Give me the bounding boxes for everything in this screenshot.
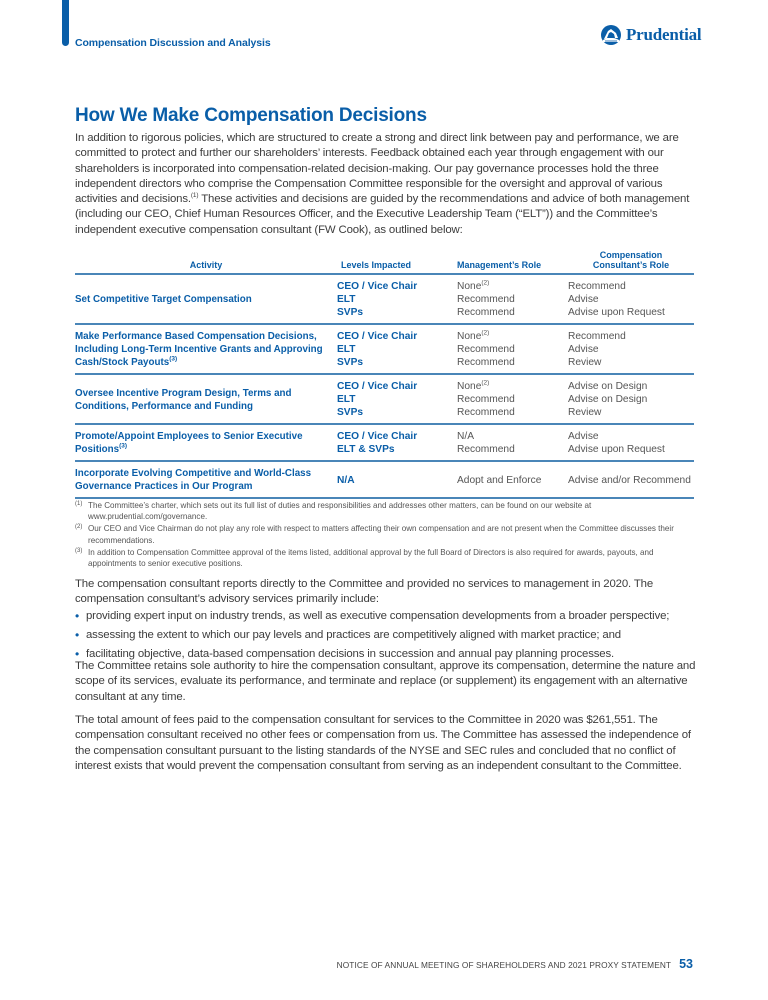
consultant-paragraph: The compensation consultant reports directly to the Committee and provided no services to management in 2020. The compensation consultant’s advisory services primarily include: (75, 578, 654, 606)
footnote-text: Our CEO and Vice Chairman do not play any role with respect to matters affecting their own compensation and are not present when the Committee discusses their recommendations. (88, 524, 674, 545)
section-label: Compensation Discussion and Analysis (75, 37, 271, 49)
management-role-text: Recommend (457, 407, 515, 418)
activity-text: Set Competitive Target Compensation (75, 294, 252, 305)
footnote-mark: (1) (75, 501, 83, 507)
consultant-role-cell (568, 274, 694, 324)
footnote-ref: (2) (481, 329, 490, 337)
management-role-cell (457, 461, 568, 498)
level-item: CEO / Vice Chair (337, 431, 418, 442)
management-role-text: Recommend (457, 394, 515, 405)
fees-paragraph: The total amount of fees paid to the compensation consultant for services to the Committee in 2020 was $261,551. The compensation consultant received no other fees or compensation from us. The Committee has assessed the independence of the compensation consultant pursuant to the listing standards of the NYSE and SEC rules and concluded that no conflict of interest exists that would prevent the compensation consultant from serving as an independent consultant to the Committee. (75, 714, 691, 772)
management-role-item (457, 443, 568, 456)
level-item: CEO / Vice Chair (337, 381, 418, 392)
management-role-cell (457, 324, 568, 374)
services-list (75, 609, 700, 666)
management-role-item (457, 306, 568, 319)
level-item: SVPs (337, 407, 364, 418)
list-item-text: facilitating objective, data-based compensation decisions in succession and annual pay planning processes. (86, 648, 615, 660)
footer-text: NOTICE OF ANNUAL MEETING OF SHAREHOLDERS AND 2021 PROXY STATEMENT (336, 960, 672, 970)
level-item: CEO / Vice Chair (337, 281, 418, 292)
consultant-role-item: Review (568, 407, 602, 418)
table-row (75, 374, 694, 424)
management-role-text: Recommend (457, 444, 515, 455)
management-role-item (457, 356, 568, 369)
consultant-role-item: Review (568, 357, 602, 368)
footnote-ref: (3) (119, 442, 128, 450)
management-role-item (457, 343, 568, 356)
levels-cell (337, 461, 457, 498)
footnote-ref: (1) (190, 192, 199, 200)
levels-cell (337, 424, 457, 461)
prudential-logo (600, 24, 701, 46)
consultant-role-item: Advise (568, 431, 599, 442)
activity-cell (75, 374, 337, 424)
footnotes (75, 500, 700, 570)
list-item-text: providing expert input on industry trends, as well as executive compensation developments from a broader perspective; (86, 610, 670, 622)
activity-cell (75, 274, 337, 324)
authority-paragraph: The Committee retains sole authority to hire the compensation consultant, approve its compensation, determine the nature and scope of its services, evaluate its performance, and terminate and replace (or supplement) its engagement with an alternative consultant at any time. (75, 660, 696, 703)
header-consultant-line: Compensation (599, 250, 663, 260)
management-role-cell (457, 424, 568, 461)
header-levels: Levels Impacted (341, 260, 412, 270)
activity-cell (75, 324, 337, 374)
management-role-text: Recommend (457, 294, 515, 305)
management-role-text: None (457, 381, 482, 392)
management-role-item (457, 293, 568, 306)
rock-of-gibraltar-icon (600, 24, 622, 46)
intro-text-continued: These activities and decisions are guided by the recommendations and advice of both management (including our CEO, Chief Human Resources Officer, and the Executive Leadership Team (“ELT”)) and the Committee’s independent executive compensation consultant (FW Cook), as outlined below: (75, 193, 690, 236)
consultant-role-item: Recommend (568, 331, 626, 342)
page-title: How We Make Compensation Decisions (75, 105, 427, 126)
management-role-text: N/A (457, 431, 474, 442)
header-activity: Activity (189, 260, 223, 270)
management-role-text: Adopt and Enforce (457, 474, 542, 486)
level-item: ELT & SVPs (337, 444, 395, 455)
activity-text: Promote/Appoint Employees to Senior Executive Positions (75, 431, 303, 455)
management-role-text: None (457, 331, 482, 342)
bullet-icon: • (75, 647, 80, 661)
table-header-row (75, 250, 694, 274)
table-row (75, 324, 694, 374)
section-accent-bar (62, 0, 69, 46)
consultant-role-item: Advise (568, 344, 599, 355)
management-role-item (457, 330, 568, 343)
level-item: ELT (337, 394, 356, 405)
level-item: ELT (337, 294, 356, 305)
header-consultant-line: Consultant’s Role (592, 260, 670, 270)
header-consultant (568, 250, 694, 274)
list-item (75, 628, 700, 643)
footnote-mark: (2) (75, 524, 83, 531)
table-row (75, 274, 694, 324)
management-role-item (457, 380, 568, 393)
activity-cell (75, 461, 337, 498)
bullet-icon: • (75, 628, 80, 642)
management-role-item (457, 393, 568, 406)
consultant-role-item: Recommend (568, 281, 626, 292)
activity-cell (75, 424, 337, 461)
consultant-role-item: Advise and/or Recommend (568, 474, 691, 486)
levels-cell (337, 274, 457, 324)
management-role-item (457, 430, 568, 443)
management-role-item (457, 406, 568, 419)
consultant-role-cell (568, 374, 694, 424)
activity-text: Incorporate Evolving Competitive and World-Class Governance Practices in Our Program (75, 468, 312, 492)
footnote-text: The Committee’s charter, which sets out its full list of duties and responsibilities and addresses other matters, can be found on our website at www.prudential.com/governance. (88, 501, 592, 522)
intro-paragraph (75, 131, 700, 238)
consultant-role-item: Advise upon Request (568, 307, 665, 318)
footnote-ref: (2) (481, 279, 490, 287)
management-role-text: Recommend (457, 307, 515, 318)
intro-text: In addition to rigorous policies, which are structured to create a strong and direct link between pay and performance, we are committed to protect and further our shareholders’ interests. Feedback obtained each year through engagement with our shareholders is incorporated into compensation-related decision-making. Our pay governance processes hold the three independent directors who comprise the Compensation Committee responsible for the oversight and approval of various activities and decisions. (75, 132, 679, 206)
management-role-cell (457, 374, 568, 424)
list-item (75, 609, 700, 624)
footnote (75, 500, 700, 522)
management-role-item (457, 280, 568, 293)
table-row (75, 424, 694, 461)
consultant-role-cell (568, 461, 694, 498)
management-role-text: None (457, 281, 482, 292)
footnote-ref: (2) (481, 379, 490, 387)
level-item: CEO / Vice Chair (337, 331, 418, 342)
footnote (75, 523, 700, 545)
level-item: SVPs (337, 307, 364, 318)
level-item: N/A (337, 474, 355, 486)
page-footer (337, 957, 693, 971)
bullet-icon: • (75, 609, 80, 623)
footnote (75, 547, 700, 569)
consultant-role-item: Advise on Design (568, 381, 648, 392)
activity-text: Make Performance Based Compensation Decisions, Including Long-Term Incentive Grants and Approving Cash/Stock Payouts (75, 331, 323, 368)
levels-cell (337, 324, 457, 374)
header-management: Management’s Role (457, 260, 542, 270)
logo-text: Prudential (626, 25, 702, 44)
management-role-cell (457, 274, 568, 324)
page-number: 53 (679, 957, 693, 971)
footnote-mark: (3) (75, 547, 83, 554)
consultant-role-item: Advise (568, 294, 599, 305)
consultant-role-item: Advise upon Request (568, 444, 665, 455)
management-role-text: Recommend (457, 357, 515, 368)
activity-text: Oversee Incentive Program Design, Terms and Conditions, Performance and Funding (75, 387, 292, 412)
table-row (75, 461, 694, 498)
consultant-role-item: Advise on Design (568, 394, 648, 405)
footnote-ref: (3) (169, 355, 178, 363)
consultant-role-cell (568, 324, 694, 374)
list-item-text: assessing the extent to which our pay levels and practices are competitively aligned with market practice; and (86, 629, 621, 641)
management-role-text: Recommend (457, 344, 515, 355)
level-item: ELT (337, 344, 356, 355)
governance-table (75, 250, 694, 499)
management-role-item (457, 474, 568, 487)
footnote-text: In addition to Compensation Committee approval of the items listed, additional approval by the full Board of Directors is also required for awards, payouts, and appointments to senior executive positions. (88, 547, 654, 569)
levels-cell (337, 374, 457, 424)
consultant-role-cell (568, 424, 694, 461)
level-item: SVPs (337, 357, 364, 368)
